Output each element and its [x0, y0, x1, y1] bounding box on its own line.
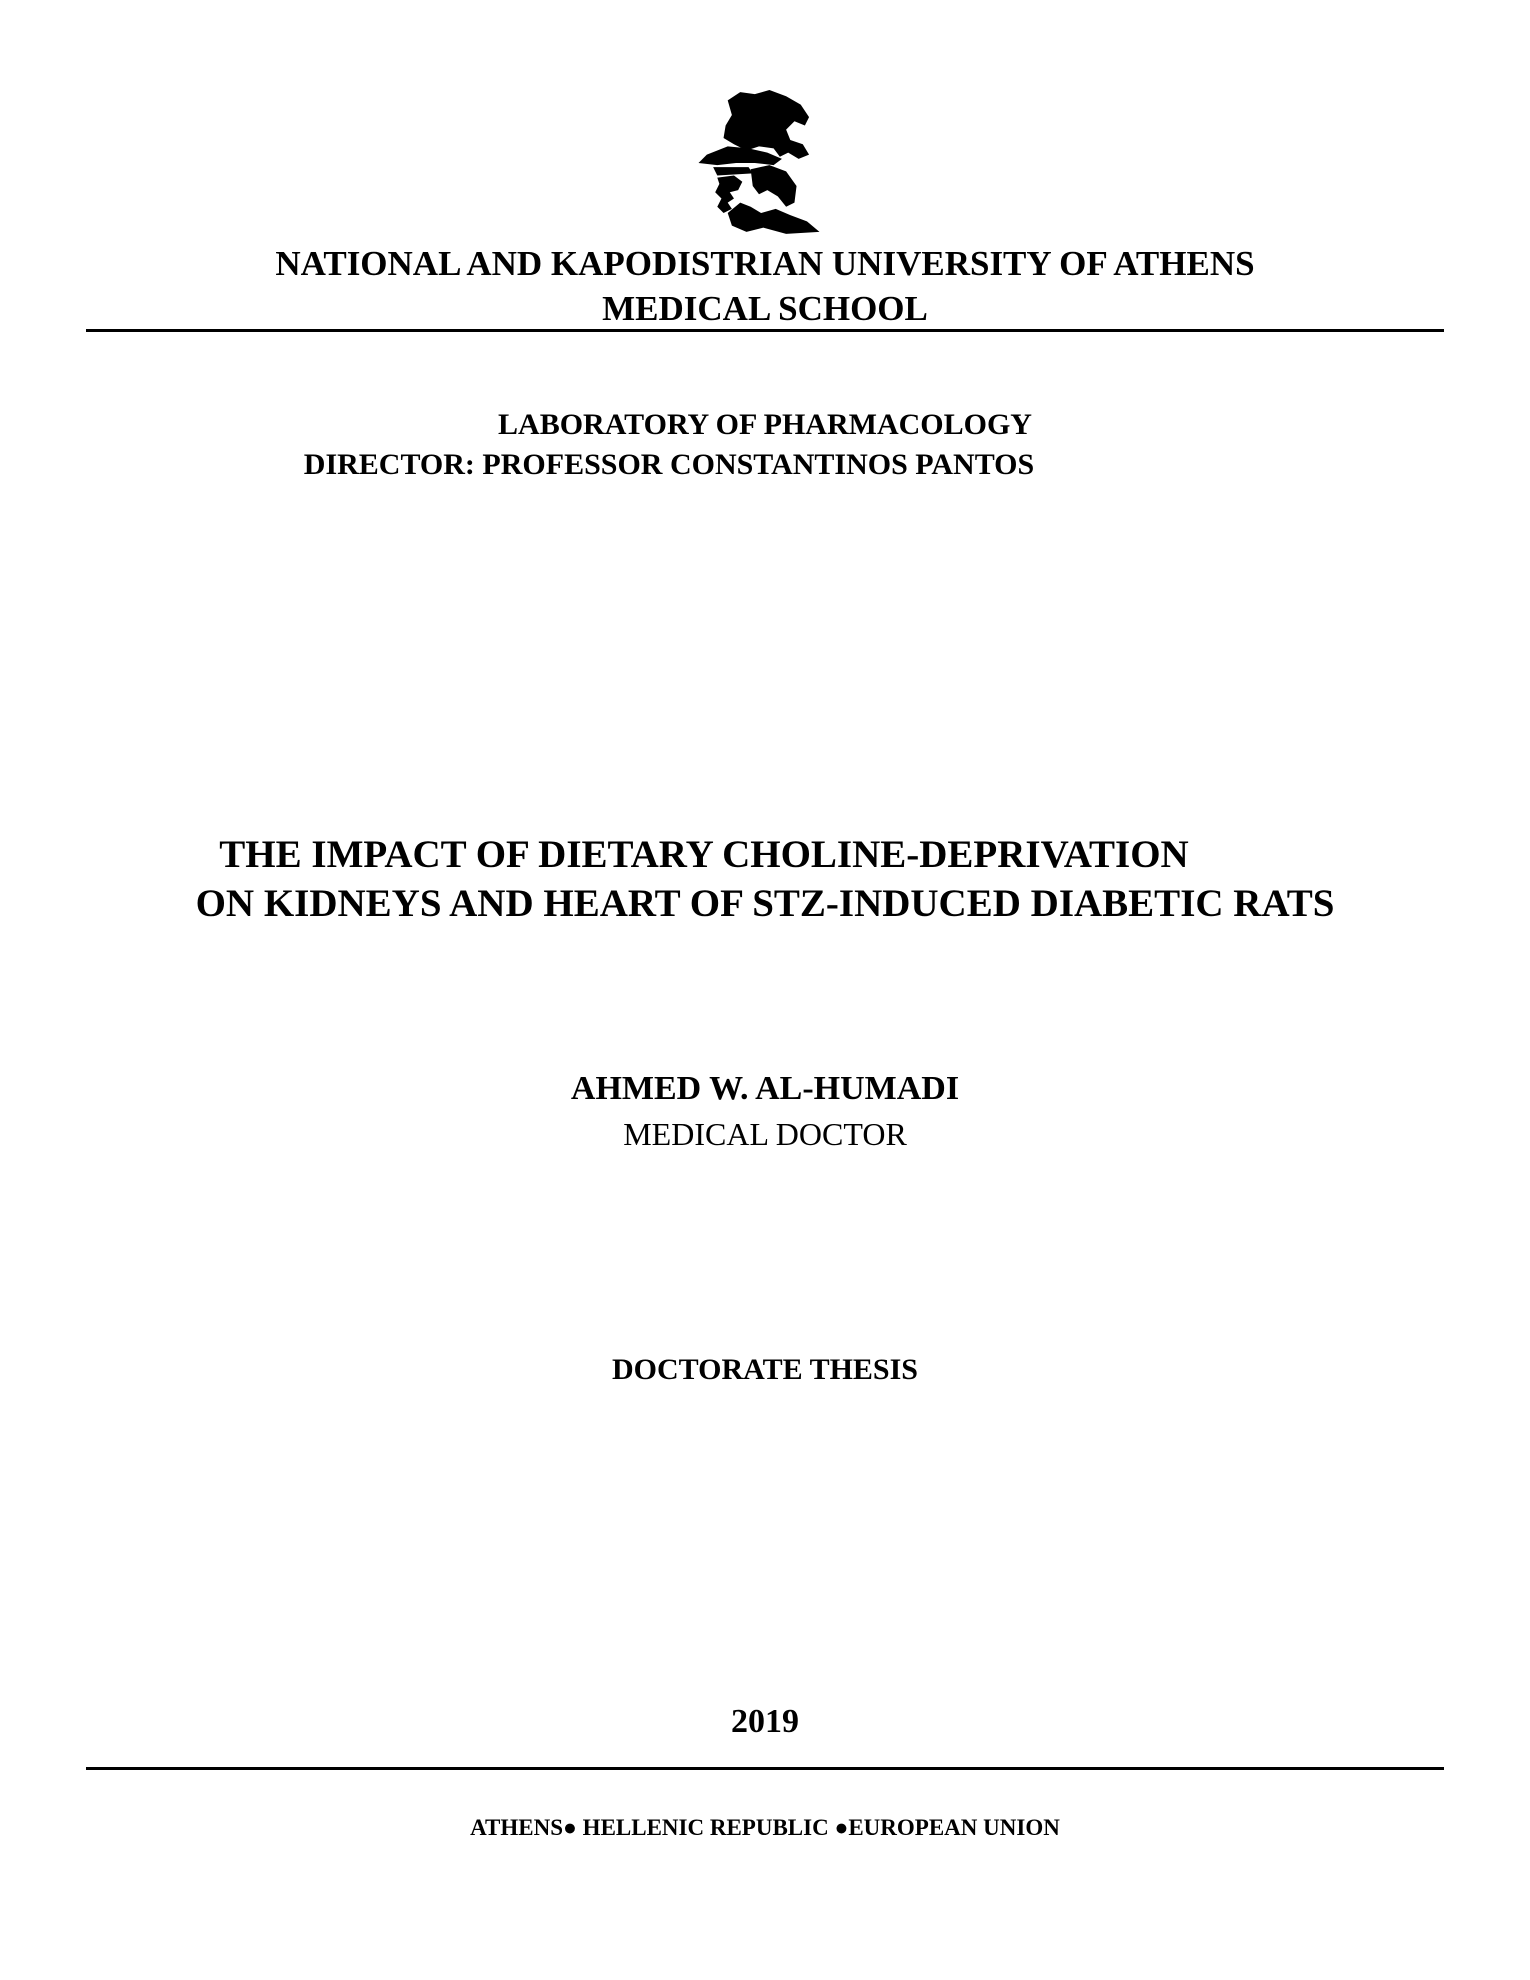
- footer-divider: [86, 1767, 1444, 1770]
- author-name: AHMED W. AL-HUMADI: [570, 1070, 960, 1107]
- director-line: DIRECTOR: PROFESSOR CONSTANTINOS PANTOS: [303, 448, 1035, 481]
- university-name: NATIONAL AND KAPODISTRIAN UNIVERSITY OF ATHENS: [275, 244, 1255, 283]
- laboratory-name: LABORATORY OF PHARMACOLOGY: [498, 408, 1032, 441]
- thesis-type: DOCTORATE THESIS: [612, 1353, 918, 1386]
- year: 2019: [731, 1703, 799, 1740]
- school-name: MEDICAL SCHOOL: [602, 289, 928, 328]
- thesis-title-line-1: THE IMPACT OF DIETARY CHOLINE-DEPRIVATION: [219, 833, 1189, 876]
- author-degree: MEDICAL DOCTOR: [623, 1116, 907, 1152]
- thesis-title-line-2: ON KIDNEYS AND HEART OF STZ-INDUCED DIABETIC RATS: [195, 882, 1335, 925]
- footer-location: ATHENS● HELLENIC REPUBLIC ●EUROPEAN UNION: [470, 1815, 1060, 1840]
- athena-helmet-logo-icon: [686, 90, 832, 236]
- header-divider: [86, 329, 1444, 332]
